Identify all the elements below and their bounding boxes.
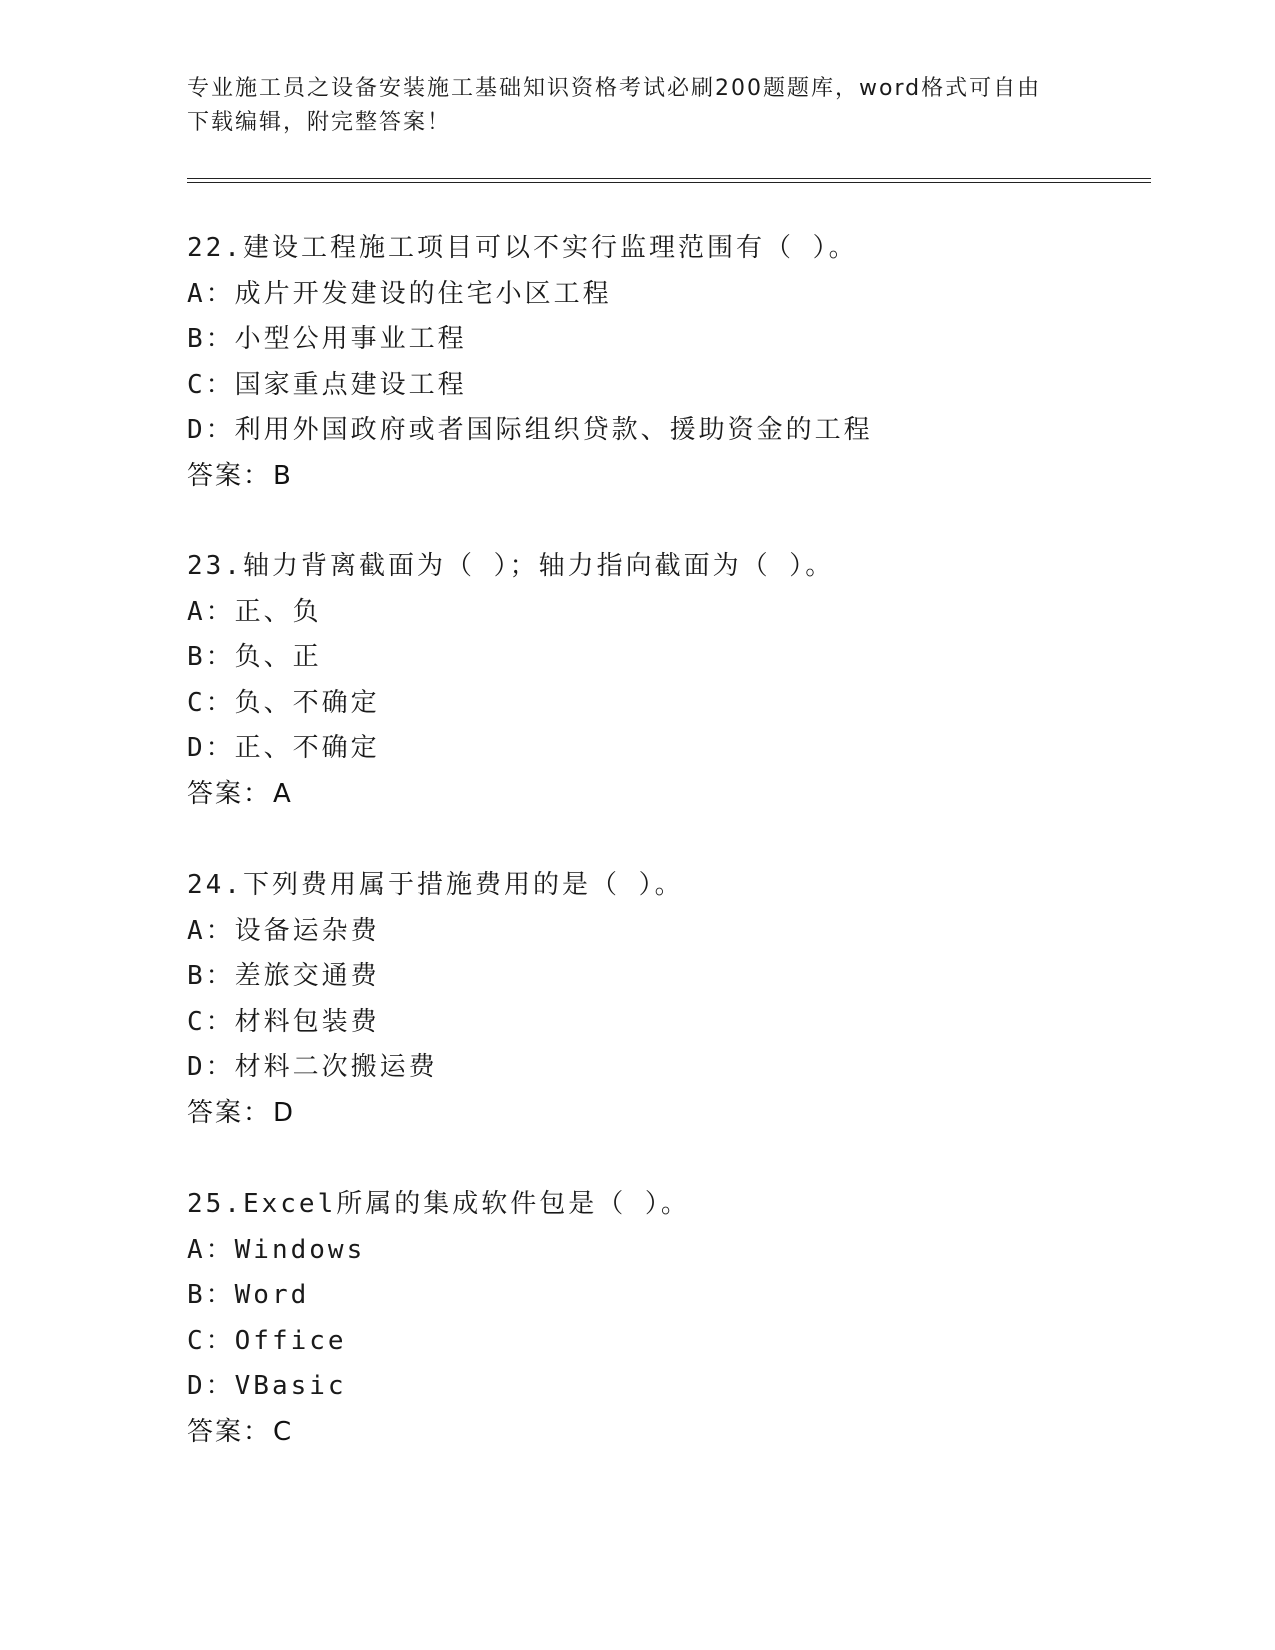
answer-value: D <box>273 1097 294 1128</box>
question-stem: 23.轴力背离截面为（ ）；轴力指向截面为（ ）。 <box>187 551 835 581</box>
option-d: D：材料二次搬运费 <box>187 1052 438 1082</box>
option-b: B：小型公用事业工程 <box>187 324 467 354</box>
option-c: C：国家重点建设工程 <box>187 369 467 400</box>
answer-value: C <box>273 1416 292 1447</box>
option-a: A：正、负 <box>187 596 322 627</box>
option-a: A：成片开发建设的住宅小区工程 <box>187 278 612 309</box>
answer-line <box>187 1410 1187 1456</box>
answer-line <box>187 772 1187 818</box>
question-22 <box>187 226 1187 499</box>
option-c: C：负、不确定 <box>187 687 380 718</box>
answer-label: 答案： <box>187 1416 272 1447</box>
question-24 <box>187 863 1187 1136</box>
question-stem: 25.Excel所属的集成软件包是（ ）。 <box>187 1189 690 1219</box>
header-line-2: 下载编辑，附完整答案！ <box>187 110 452 135</box>
question-23 <box>187 544 1187 817</box>
answer-label: 答案： <box>187 460 272 491</box>
answer-label: 答案： <box>187 1097 272 1128</box>
answer-label: 答案： <box>187 778 272 809</box>
option-d: D：利用外国政府或者国际组织贷款、援助资金的工程 <box>187 415 873 445</box>
option-d: D：正、不确定 <box>187 733 380 763</box>
answer-line <box>187 1091 1187 1137</box>
option-b: B：差旅交通费 <box>187 961 380 991</box>
question-stem: 22.建设工程施工项目可以不实行监理范围有（ ）。 <box>187 233 858 263</box>
option-c: C：材料包装费 <box>187 1006 380 1037</box>
header-line-1: 专业施工员之设备安装施工基础知识资格考试必刷200题题库，word格式可自由 <box>187 76 1042 101</box>
option-a: A：设备运杂费 <box>187 915 380 946</box>
answer-value: A <box>273 778 291 809</box>
option-c: C：Office <box>187 1325 347 1356</box>
header-double-rule <box>187 178 1151 183</box>
document-header <box>187 72 1087 140</box>
option-a: A：Windows <box>187 1234 366 1265</box>
option-d: D：VBasic <box>187 1371 347 1401</box>
question-25 <box>187 1182 1187 1455</box>
question-stem: 24.下列费用属于措施费用的是（ ）。 <box>187 870 684 900</box>
answer-value: B <box>273 460 291 491</box>
option-b: B：负、正 <box>187 642 322 672</box>
answer-line <box>187 454 1187 500</box>
option-b: B：Word <box>187 1280 310 1310</box>
